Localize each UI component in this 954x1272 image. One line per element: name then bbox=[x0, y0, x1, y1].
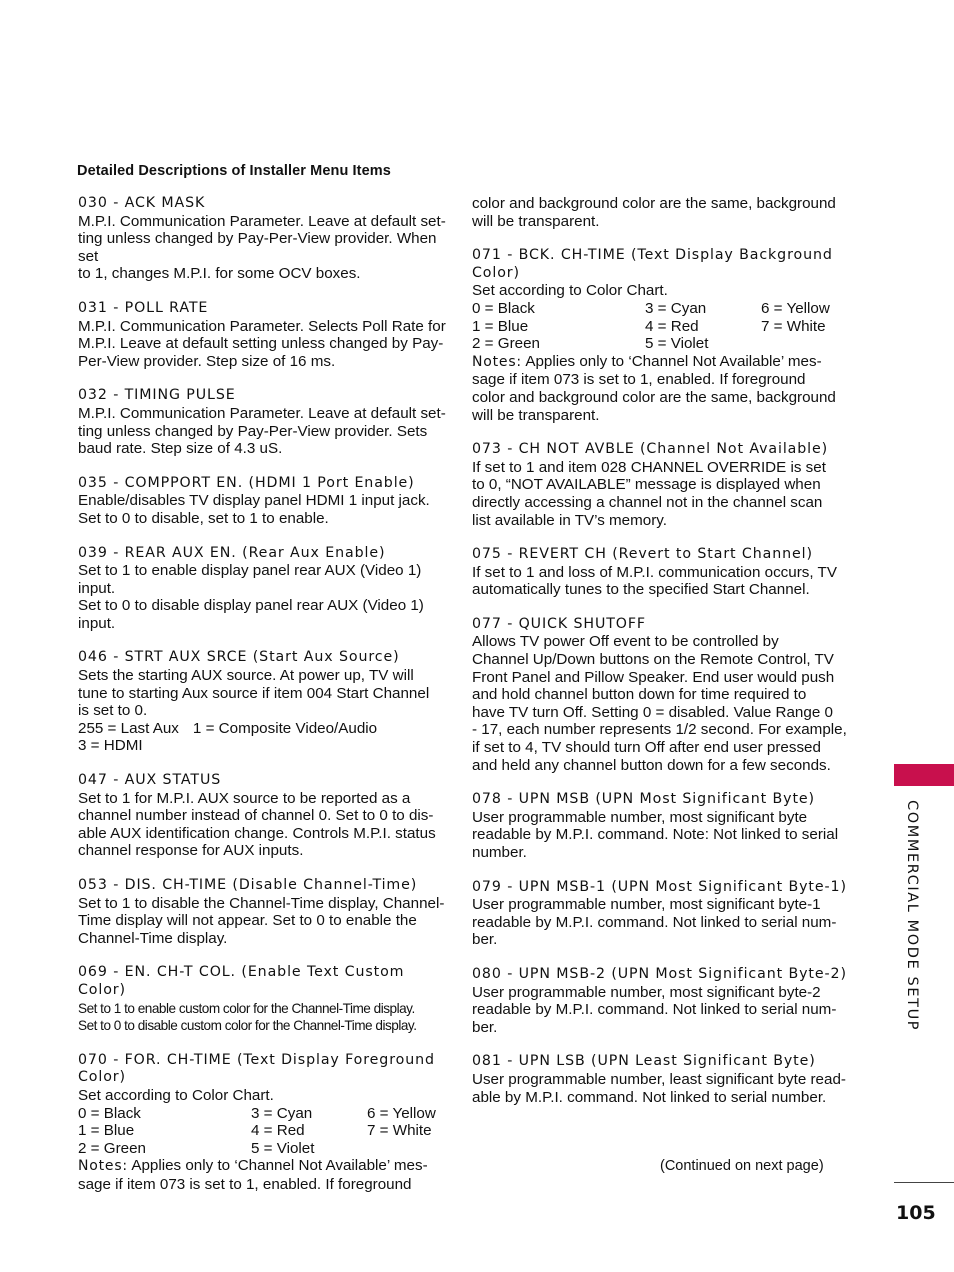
item-line: and held any channel button down for a few seconds. bbox=[472, 756, 831, 774]
aux-value: 1 = Composite Video/Audio bbox=[192, 719, 378, 737]
item-line: able by M.P.I. command. Not linked to serial number. bbox=[472, 1088, 827, 1106]
item-line: Sets the starting AUX source. At power up, TV will bbox=[78, 667, 414, 685]
section-heading: Detailed Descriptions of Installer Menu Items bbox=[77, 163, 391, 179]
item-line: Front Panel and Pillow Speaker. End user would push bbox=[472, 668, 835, 686]
item-line: - 17, each number represents 1/2 second. For example, bbox=[472, 721, 847, 739]
menu-item-047 bbox=[78, 772, 456, 860]
color-entry: 6 = Yellow bbox=[761, 299, 830, 317]
left-column bbox=[78, 195, 456, 1211]
item-line: Set to 1 for M.P.I. AUX source to be reported as a bbox=[78, 789, 411, 807]
item-line: ting unless changed by Pay-Per-View provider. When set bbox=[78, 230, 437, 265]
item-title: Color) bbox=[472, 264, 520, 281]
item-line: and hold channel button down for time required to bbox=[472, 686, 807, 704]
menu-item-080 bbox=[472, 966, 850, 1036]
continued-note: (Continued on next page) bbox=[660, 1158, 824, 1174]
menu-item-046 bbox=[78, 649, 456, 755]
item-line: baud rate. Step size of 4.3 uS. bbox=[78, 440, 283, 458]
item-line: Set to 1 to disable the Channel-Time display, Channel- bbox=[78, 894, 445, 912]
item-line: readable by M.P.I. command. Not linked to serial num- bbox=[472, 913, 837, 931]
menu-item-081 bbox=[472, 1053, 850, 1106]
item-title: 075 - REVERT CH (Revert to Start Channel) bbox=[472, 546, 813, 563]
item-line: ber. bbox=[472, 1018, 498, 1036]
item-line: ber. bbox=[472, 931, 498, 949]
color-entry: 1 = Blue bbox=[472, 317, 529, 335]
item-title: 077 - QUICK SHUTOFF bbox=[472, 615, 646, 632]
aux-value: 255 = Last Aux bbox=[78, 719, 179, 737]
item-line: input. bbox=[78, 614, 116, 632]
item-line: User programmable number, least significant byte read- bbox=[472, 1070, 846, 1088]
item-line: Set according to Color Chart. bbox=[78, 1086, 274, 1104]
notes-label: Notes: bbox=[472, 353, 522, 370]
menu-item-039 bbox=[78, 545, 456, 633]
menu-item-031 bbox=[78, 300, 456, 370]
menu-item-030 bbox=[78, 195, 456, 283]
notes-line bbox=[472, 353, 850, 372]
item-line: Set to 0 to disable display panel rear AUX (Video 1) bbox=[78, 597, 424, 615]
item-line: is set to 0. bbox=[78, 702, 148, 720]
notes-line bbox=[78, 1157, 456, 1176]
item-line: User programmable number, most significant byte-1 bbox=[472, 896, 821, 914]
color-entry bbox=[761, 335, 850, 353]
item-line: Set to 1 to enable custom color for the Channel-Time display. bbox=[78, 1000, 415, 1016]
color-entry: 4 = Red bbox=[645, 317, 699, 335]
color-entry: 2 = Green bbox=[472, 335, 540, 353]
item-title: 070 - FOR. CH-TIME (Text Display Foreground bbox=[78, 1051, 435, 1068]
menu-item-071 bbox=[472, 247, 850, 424]
item-line: readable by M.P.I. command. Not linked to serial num- bbox=[472, 1001, 837, 1019]
item-line: if set to 4, TV should turn Off after end user pressed bbox=[472, 739, 821, 757]
item-line: M.P.I. Communication Parameter. Leave at default set- bbox=[78, 212, 446, 230]
item-line: Per-View provider. Step size of 16 ms. bbox=[78, 352, 336, 370]
color-entry: 7 = White bbox=[367, 1122, 432, 1140]
menu-item-075 bbox=[472, 546, 850, 599]
menu-item-070 bbox=[78, 1052, 456, 1194]
item-line: User programmable number, most significant byte bbox=[472, 808, 808, 826]
item-line: will be transparent. bbox=[472, 212, 600, 230]
item-line: Channel Up/Down buttons on the Remote Control, TV bbox=[472, 651, 834, 669]
item-line: to 1, changes M.P.I. for some OCV boxes. bbox=[78, 265, 361, 283]
item-title: 039 - REAR AUX EN. (Rear Aux Enable) bbox=[78, 544, 386, 561]
color-chart bbox=[472, 300, 850, 353]
item-line: Set to 0 to disable custom color for the Channel-Time display. bbox=[78, 1018, 417, 1034]
item-line: Enable/disables TV display panel HDMI 1 input jack. bbox=[78, 492, 430, 510]
color-entry: 7 = White bbox=[761, 317, 826, 335]
item-title: 079 - UPN MSB-1 (UPN Most Significant Byte-1) bbox=[472, 878, 847, 895]
color-entry: 5 = Violet bbox=[251, 1139, 315, 1157]
item-line: Set according to Color Chart. bbox=[472, 282, 668, 300]
page-number-rule bbox=[894, 1182, 954, 1183]
notes-text: Applies only to ‘Channel Not Available’ mes- bbox=[521, 352, 822, 370]
item-title: 031 - POLL RATE bbox=[78, 299, 209, 316]
item-line: number. bbox=[472, 844, 527, 861]
color-chart bbox=[78, 1105, 456, 1158]
item-line: Set to 0 to disable, set to 1 to enable. bbox=[78, 509, 329, 527]
color-entry: 5 = Violet bbox=[645, 335, 709, 353]
item-title: 071 - BCK. CH-TIME (Text Display Background bbox=[472, 247, 833, 264]
color-entry: 6 = Yellow bbox=[367, 1104, 436, 1122]
item-line: M.P.I. Communication Parameter. Selects Poll Rate for bbox=[78, 317, 446, 335]
item-title: Color) bbox=[78, 1069, 126, 1086]
color-entry: 0 = Black bbox=[472, 299, 535, 317]
item-line: User programmable number, most significant byte-2 bbox=[472, 983, 821, 1001]
item-line: input. bbox=[78, 579, 116, 597]
item-line: If set to 1 and item 028 CHANNEL OVERRIDE is set bbox=[472, 458, 826, 476]
menu-item-073 bbox=[472, 441, 850, 529]
item-line: able AUX identification change. Controls M.P.I. status bbox=[78, 824, 436, 842]
item-title: 032 - TIMING PULSE bbox=[78, 387, 236, 404]
item-line: Allows TV power Off event to be controlled by bbox=[472, 633, 779, 651]
side-tab-label: COMMERCIAL MODE SETUP bbox=[904, 800, 920, 1032]
section-tab-marker bbox=[894, 764, 954, 786]
item-title: 073 - CH NOT AVBLE (Channel Not Available) bbox=[472, 441, 829, 458]
menu-item-078 bbox=[472, 791, 850, 861]
menu-item-053 bbox=[78, 877, 456, 947]
color-entry: 3 = Cyan bbox=[645, 299, 707, 317]
aux-values-row bbox=[78, 720, 456, 738]
item-line: have TV turn Off. Setting 0 = disabled. Value Range 0 bbox=[472, 703, 833, 721]
notes-line: will be transparent. bbox=[472, 406, 600, 424]
right-column bbox=[472, 195, 850, 1123]
menu-item-035 bbox=[78, 475, 456, 528]
color-entry: 2 = Green bbox=[78, 1139, 146, 1157]
color-entry: 4 = Red bbox=[251, 1122, 305, 1140]
page-number: 105 bbox=[896, 1202, 936, 1224]
item-line: to 0, “NOT AVAILABLE” message is displayed when bbox=[472, 476, 821, 494]
item-line: M.P.I. Leave at default setting unless changed by Pay- bbox=[78, 335, 444, 353]
item-line: Time display will not appear. Set to 0 to enable the bbox=[78, 912, 417, 930]
item-line: color and background color are the same, background bbox=[472, 195, 836, 212]
notes-line: sage if item 073 is set to 1, enabled. If foreground bbox=[472, 371, 806, 389]
item-line: ting unless changed by Pay-Per-View provider. Sets bbox=[78, 422, 428, 440]
item-line: directly accessing a channel not in the channel scan bbox=[472, 493, 823, 511]
item-line: Set to 1 to enable display panel rear AUX (Video 1) bbox=[78, 562, 422, 580]
item-line: list available in TV’s memory. bbox=[472, 511, 667, 529]
color-entry bbox=[367, 1140, 456, 1158]
item-title: 053 - DIS. CH-TIME (Disable Channel-Time) bbox=[78, 877, 418, 893]
color-entry: 1 = Blue bbox=[78, 1122, 135, 1140]
item-line: readable by M.P.I. command. Note: Not linked to serial bbox=[472, 826, 839, 844]
notes-line: color and background color are the same, background bbox=[472, 388, 836, 406]
item-title: 047 - AUX STATUS bbox=[78, 772, 222, 789]
item-line: channel response for AUX inputs. bbox=[78, 842, 304, 860]
item-line: Channel-Time display. bbox=[78, 929, 228, 947]
notes-text: Applies only to ‘Channel Not Available’ mes- bbox=[127, 1157, 428, 1175]
menu-item-079 bbox=[472, 879, 850, 949]
continuation-text bbox=[472, 195, 850, 230]
aux-value: 3 = HDMI bbox=[78, 737, 143, 755]
item-title: 081 - UPN LSB (UPN Least Significant Byte) bbox=[472, 1053, 816, 1070]
color-entry: 0 = Black bbox=[78, 1104, 141, 1122]
color-entry: 3 = Cyan bbox=[251, 1104, 313, 1122]
item-title: 030 - ACK MASK bbox=[78, 195, 206, 211]
notes-line: sage if item 073 is set to 1, enabled. If foreground bbox=[78, 1175, 412, 1193]
item-title: 035 - COMPPORT EN. (HDMI 1 Port Enable) bbox=[78, 474, 415, 491]
item-title: 046 - STRT AUX SRCE (Start Aux Source) bbox=[78, 649, 400, 666]
item-title: 080 - UPN MSB-2 (UPN Most Significant Byte-2) bbox=[472, 965, 847, 982]
notes-label: Notes: bbox=[78, 1158, 128, 1175]
menu-item-069 bbox=[78, 964, 456, 1034]
item-line: M.P.I. Communication Parameter. Leave at default set- bbox=[78, 404, 446, 422]
item-title: 078 - UPN MSB (UPN Most Significant Byte) bbox=[472, 791, 815, 808]
menu-item-032 bbox=[78, 387, 456, 457]
item-title: 069 - EN. CH-T COL. (Enable Text Custom Color) bbox=[78, 964, 405, 998]
menu-item-077 bbox=[472, 616, 850, 774]
item-line: channel number instead of channel 0. Set to 0 to dis- bbox=[78, 807, 434, 825]
item-line: If set to 1 and loss of M.P.I. communication occurs, TV bbox=[472, 563, 837, 581]
item-line: automatically tunes to the specified Start Channel. bbox=[472, 581, 810, 599]
item-line: tune to starting Aux source if item 004 Start Channel bbox=[78, 684, 430, 702]
